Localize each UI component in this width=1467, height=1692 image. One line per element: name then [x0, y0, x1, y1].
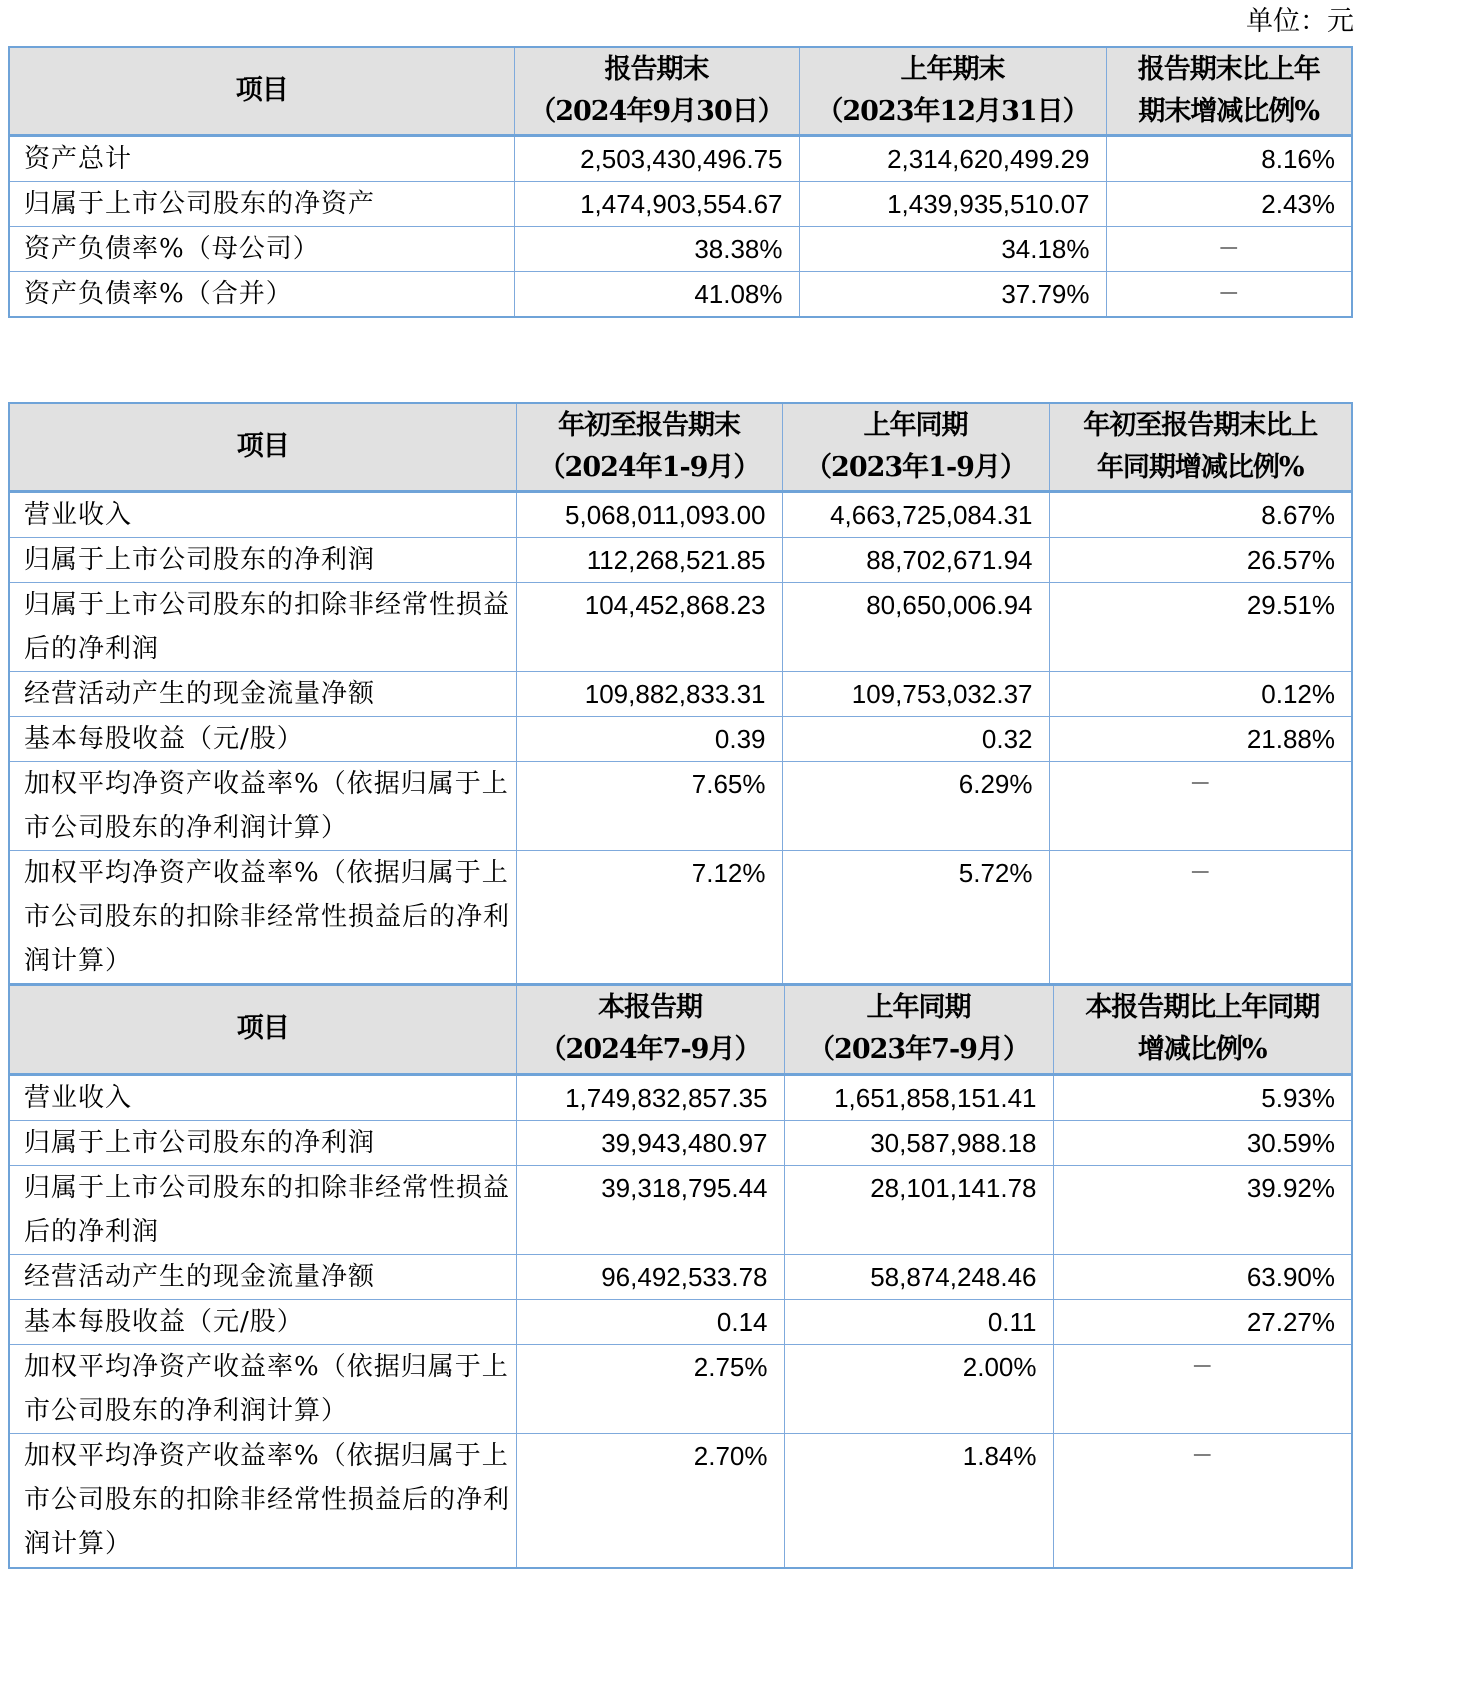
value-prior: 34.18%	[799, 226, 1106, 271]
value-current: 39,318,795.44	[516, 1165, 784, 1254]
table-header-row	[9, 403, 1352, 491]
value-current: 2.75%	[516, 1344, 784, 1433]
value-prior: 30,587,988.18	[784, 1120, 1053, 1165]
header-prior: 上年期末 （2023年12月31日）	[799, 47, 1106, 135]
value-change: 29.51%	[1049, 582, 1352, 671]
value-current: 96,492,533.78	[516, 1254, 784, 1299]
value-prior: 0.11	[784, 1299, 1053, 1344]
value-prior: 1,439,935,510.07	[799, 181, 1106, 226]
row-label: 经营活动产生的现金流量净额	[9, 1254, 516, 1299]
value-current: 5,068,011,093.00	[516, 491, 782, 537]
table-header-row	[9, 47, 1352, 135]
value-change: 39.92%	[1053, 1165, 1352, 1254]
value-current: 1,749,832,857.35	[516, 1074, 784, 1120]
unit-label: 单位：元	[1246, 6, 1354, 37]
row-label: 归属于上市公司股东的净利润	[9, 537, 516, 582]
header-current: 报告期末 （2024年9月30日）	[514, 47, 799, 135]
table-row	[9, 582, 1352, 671]
row-label: 资产负债率%（母公司）	[9, 226, 514, 271]
header-prior: 上年同期 （2023年1-9月）	[782, 403, 1049, 491]
value-current: 0.39	[516, 716, 782, 761]
row-label: 加权平均净资产收益率%（依据归属于上市公司股东的净利润计算）	[9, 761, 516, 850]
table-row	[9, 226, 1352, 271]
year-to-date-table	[8, 402, 1353, 985]
table-row	[9, 1344, 1352, 1433]
value-prior: 4,663,725,084.31	[782, 491, 1049, 537]
row-label: 营业收入	[9, 491, 516, 537]
value-change: 0.12%	[1049, 671, 1352, 716]
row-label: 营业收入	[9, 1074, 516, 1120]
header-change: 本报告期比上年同期 增减比例%	[1053, 985, 1352, 1074]
table-row	[9, 135, 1352, 181]
header-item: 项目	[9, 985, 516, 1074]
value-prior: 58,874,248.46	[784, 1254, 1053, 1299]
value-prior: 2.00%	[784, 1344, 1053, 1433]
table-row	[9, 537, 1352, 582]
header-current: 年初至报告期末 （2024年1-9月）	[516, 403, 782, 491]
header-prior: 上年同期 （2023年7-9月）	[784, 985, 1053, 1074]
value-current: 0.14	[516, 1299, 784, 1344]
value-change: －	[1049, 850, 1352, 984]
balance-sheet-table	[8, 46, 1353, 318]
value-change: －	[1106, 226, 1352, 271]
table-row	[9, 491, 1352, 537]
value-prior: 28,101,141.78	[784, 1165, 1053, 1254]
value-prior: 1.84%	[784, 1433, 1053, 1568]
value-current: 38.38%	[514, 226, 799, 271]
value-prior: 2,314,620,499.29	[799, 135, 1106, 181]
value-current: 109,882,833.31	[516, 671, 782, 716]
value-change: 26.57%	[1049, 537, 1352, 582]
row-label: 加权平均净资产收益率%（依据归属于上市公司股东的扣除非经常性损益后的净利润计算）	[9, 1433, 516, 1568]
row-label: 经营活动产生的现金流量净额	[9, 671, 516, 716]
table-row	[9, 1165, 1352, 1254]
value-prior: 80,650,006.94	[782, 582, 1049, 671]
row-label: 加权平均净资产收益率%（依据归属于上市公司股东的扣除非经常性损益后的净利润计算）	[9, 850, 516, 984]
table-row	[9, 1074, 1352, 1120]
row-label: 基本每股收益（元/股）	[9, 716, 516, 761]
value-prior: 109,753,032.37	[782, 671, 1049, 716]
value-change: 30.59%	[1053, 1120, 1352, 1165]
header-item: 项目	[9, 403, 516, 491]
table-row	[9, 181, 1352, 226]
value-prior: 0.32	[782, 716, 1049, 761]
table-row	[9, 271, 1352, 317]
value-prior: 1,651,858,151.41	[784, 1074, 1053, 1120]
table-row	[9, 1254, 1352, 1299]
table-row	[9, 1433, 1352, 1568]
table-row	[9, 671, 1352, 716]
value-current: 2,503,430,496.75	[514, 135, 799, 181]
table-row	[9, 716, 1352, 761]
row-label: 资产负债率%（合并）	[9, 271, 514, 317]
value-current: 1,474,903,554.67	[514, 181, 799, 226]
row-label: 归属于上市公司股东的扣除非经常性损益后的净利润	[9, 1165, 516, 1254]
value-prior: 37.79%	[799, 271, 1106, 317]
value-prior: 6.29%	[782, 761, 1049, 850]
row-label: 归属于上市公司股东的净资产	[9, 181, 514, 226]
table-row	[9, 1299, 1352, 1344]
table-row	[9, 850, 1352, 984]
row-label: 资产总计	[9, 135, 514, 181]
row-label: 归属于上市公司股东的净利润	[9, 1120, 516, 1165]
value-change: －	[1049, 761, 1352, 850]
row-label: 基本每股收益（元/股）	[9, 1299, 516, 1344]
value-change: 8.67%	[1049, 491, 1352, 537]
value-prior: 88,702,671.94	[782, 537, 1049, 582]
value-change: 5.93%	[1053, 1074, 1352, 1120]
value-change: 63.90%	[1053, 1254, 1352, 1299]
value-current: 41.08%	[514, 271, 799, 317]
row-label: 归属于上市公司股东的扣除非经常性损益后的净利润	[9, 582, 516, 671]
value-change: 2.43%	[1106, 181, 1352, 226]
row-label: 加权平均净资产收益率%（依据归属于上市公司股东的净利润计算）	[9, 1344, 516, 1433]
value-current: 7.65%	[516, 761, 782, 850]
value-current: 39,943,480.97	[516, 1120, 784, 1165]
value-change: －	[1053, 1433, 1352, 1568]
header-change: 报告期末比上年 期末增减比例%	[1106, 47, 1352, 135]
value-change: －	[1106, 271, 1352, 317]
value-prior: 5.72%	[782, 850, 1049, 984]
value-change: －	[1053, 1344, 1352, 1433]
header-change: 年初至报告期末比上 年同期增减比例%	[1049, 403, 1352, 491]
table-row	[9, 761, 1352, 850]
value-current: 7.12%	[516, 850, 782, 984]
value-change: 8.16%	[1106, 135, 1352, 181]
quarter-table	[8, 984, 1353, 1569]
value-change: 21.88%	[1049, 716, 1352, 761]
value-current: 112,268,521.85	[516, 537, 782, 582]
table-row	[9, 1120, 1352, 1165]
value-change: 27.27%	[1053, 1299, 1352, 1344]
table-header-row	[9, 985, 1352, 1074]
header-item: 项目	[9, 47, 514, 135]
value-current: 104,452,868.23	[516, 582, 782, 671]
header-current: 本报告期 （2024年7-9月）	[516, 985, 784, 1074]
value-current: 2.70%	[516, 1433, 784, 1568]
